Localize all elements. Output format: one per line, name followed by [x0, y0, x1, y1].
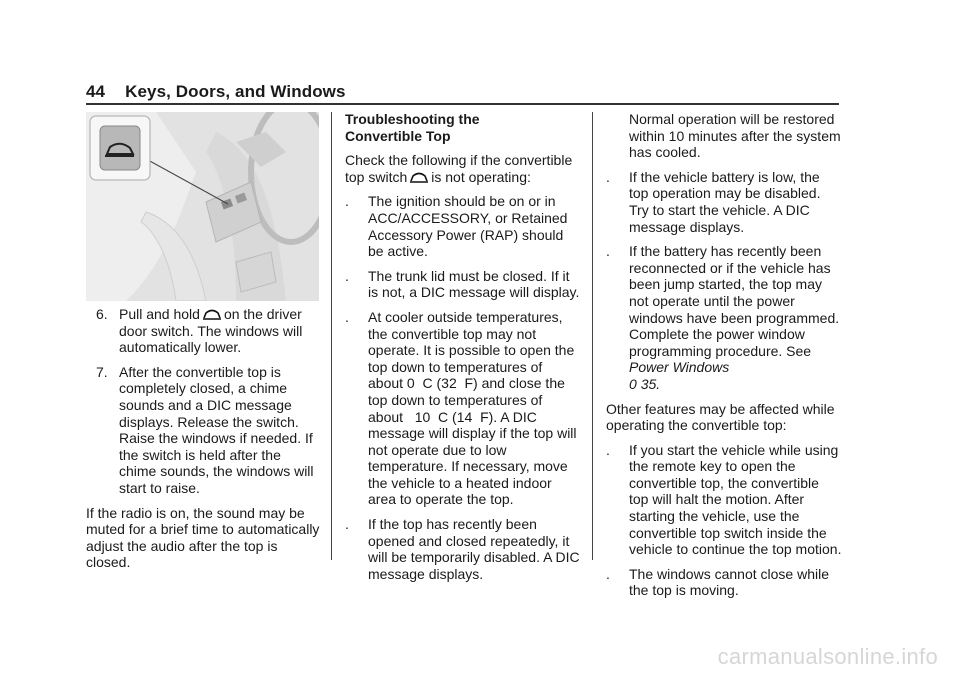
step-6: [86, 306, 322, 356]
text: is not operating:: [431, 168, 531, 185]
convertible-switch-illustration: [86, 112, 319, 301]
list-text: If the battery has recently been reconnected or if the vehicle has been jump started, the top may not operate until the power windows have been programmed. Complete the power window programming procedure. See: [629, 243, 840, 359]
bullet: .: [606, 565, 610, 582]
page-ref-icon: 0: [629, 375, 637, 392]
list-text: If the top has recently been opened and closed repeatedly, it will be temporarily disabled. A DIC message displays.: [368, 516, 580, 582]
column-1: [86, 306, 322, 579]
section-heading: [345, 111, 581, 144]
page-number: 44: [86, 82, 106, 101]
header-rule: [86, 103, 839, 105]
paragraph: [345, 152, 581, 185]
column-divider-2: [592, 112, 593, 560]
bullet: .: [345, 308, 349, 325]
column-3: [606, 111, 842, 607]
convertible-top-icon: [202, 307, 222, 321]
step-number: 6.: [96, 306, 108, 322]
list-item: [606, 243, 842, 392]
step-text: on the driver door switch. The windows will automatically lower.: [119, 306, 303, 356]
page-ref-number[interactable]: 35.: [640, 375, 661, 392]
column-2: [345, 111, 581, 590]
text: Check the following if the convertible top switch: [345, 152, 573, 185]
page-header: [86, 82, 346, 102]
step-number: 7.: [96, 363, 108, 380]
list-item: [606, 442, 842, 558]
list-item: [606, 566, 842, 599]
watermark: carmanualsonline.info: [717, 644, 938, 669]
list-text: At cooler outside temperatures, the convertible top may not operate. It is possible to open the top down to temperatures of about 0 C (32 F) and close the top down to temperatures of about 10 C (14 F). A DIC message will display if the top will not operate due to low temperature. If necessary, move the vehicle to a heated indoor area to operate the top.: [368, 308, 581, 508]
section-title: Keys, Doors, and Windows: [125, 82, 346, 101]
list-item: [606, 169, 842, 235]
list-item: [345, 268, 581, 301]
list-text: The ignition should be on or in ACC/ACCESSORY, or Retained Accessory Power (RAP) should be active.: [368, 193, 568, 260]
list-text: The trunk lid must be closed. If it is not, a DIC message will display.: [368, 267, 580, 301]
list-item: [345, 193, 581, 259]
heading-line: Troubleshooting the: [345, 111, 480, 127]
step-text: Pull and hold: [119, 306, 200, 322]
list-item: [345, 309, 581, 508]
convertible-top-icon: [409, 170, 429, 184]
bullet: .: [606, 243, 610, 260]
column-divider-1: [331, 112, 332, 560]
list-text: If you start the vehicle while using the remote key to open the convertible top, the convertible top will halt the motion. After starting the vehicle, use the convertible top switch inside the vehicle to continue the top motion.: [629, 441, 842, 558]
bullet: .: [345, 267, 349, 284]
paragraph: If the radio is on, the sound may be muted for a brief time to automatically adjust the audio after the top is closed.: [86, 504, 320, 571]
list-text: The windows cannot close while the top is moving.: [629, 565, 829, 599]
step-7: [86, 364, 322, 497]
list-text: If the vehicle battery is low, the top operation may be disabled. Try to start the vehicle. A DIC message displays.: [629, 168, 821, 235]
continued-text: Normal operation will be restored within 10 minutes after the system has cooled.: [629, 111, 841, 161]
paragraph: Other features may be affected while operating the convertible top:: [606, 400, 835, 434]
bullet: .: [345, 516, 349, 533]
step-text: After the convertible top is completely closed, a chime sounds and a DIC message displays. Release the switch. Raise the windows if needed. If the switch is held after the chime sounds, the windows will start to raise.: [119, 363, 314, 496]
list-item: [345, 516, 581, 582]
bullet: .: [606, 168, 610, 185]
heading-line: Convertible Top: [345, 127, 451, 144]
cross-reference-link[interactable]: Power Windows: [629, 359, 730, 376]
bullet: .: [606, 441, 610, 458]
bullet: .: [345, 193, 349, 210]
